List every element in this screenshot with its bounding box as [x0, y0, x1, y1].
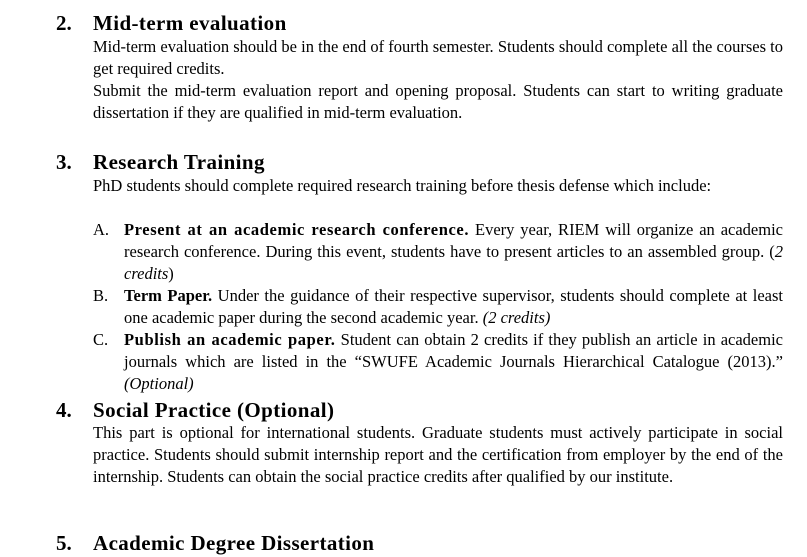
- item-note: 2 credits: [124, 242, 783, 283]
- section-body: [93, 422, 783, 488]
- paragraph: This part is optional for international students. Graduate students must actively participate in social practice. Students should submit internship report and the certification from employer by the end of the internship. Students can obtain the social practice credits after qualified by our institute.: [93, 423, 783, 486]
- section-title: Social Practice (Optional): [93, 398, 335, 422]
- item-body: [124, 285, 783, 329]
- item-text: Under the guidance of their respective supervisor, students should complete at least one academic paper during the second academic year.: [124, 286, 783, 327]
- section-number: 4.: [56, 398, 72, 422]
- item-lead: Publish an academic paper.: [124, 330, 336, 349]
- paragraph: PhD students should complete required research training before thesis defense which include:: [93, 176, 712, 195]
- item-text: Student can obtain 2 credits if they publish an article in academic journals which are listed in the “SWUFE Academic Journals Hierarchical Catalogue (2013).”: [124, 330, 784, 371]
- item-letter: A.: [93, 220, 110, 239]
- section-title: Mid-term evaluation: [93, 11, 287, 35]
- item-body: [124, 219, 783, 285]
- item-body: [124, 329, 783, 395]
- item-letter: C.: [93, 330, 109, 349]
- item-note: (Optional): [124, 374, 194, 393]
- list-item: [93, 329, 783, 395]
- item-text: Every year, RIEM will organize an academic research conference. During this event, students have to present articles to an assembled group. (: [124, 220, 783, 261]
- list-item: [93, 285, 783, 329]
- section-title: Research Training: [93, 150, 265, 174]
- paragraph: Submit the mid-term evaluation report and opening proposal. Students can start to writing graduate dissertation if they are qualified in mid-term evaluation.: [93, 81, 783, 122]
- item-note: (2 credits): [482, 308, 551, 327]
- item-letter: B.: [93, 286, 109, 305]
- item-lead: Present at an academic research conference.: [124, 220, 470, 239]
- section-intro: [93, 175, 783, 197]
- item-lead: Term Paper.: [124, 286, 213, 305]
- paragraph: Mid-term evaluation should be in the end of fourth semester. Students should complete all the courses to get required credits.: [93, 37, 783, 78]
- section-number: 5.: [56, 531, 72, 555]
- section-number: 3.: [56, 150, 72, 174]
- list-item: [93, 219, 783, 285]
- section-body: [93, 36, 783, 124]
- item-tail: ): [168, 264, 174, 283]
- section-number: 2.: [56, 11, 72, 35]
- section-title: Academic Degree Dissertation: [93, 531, 375, 555]
